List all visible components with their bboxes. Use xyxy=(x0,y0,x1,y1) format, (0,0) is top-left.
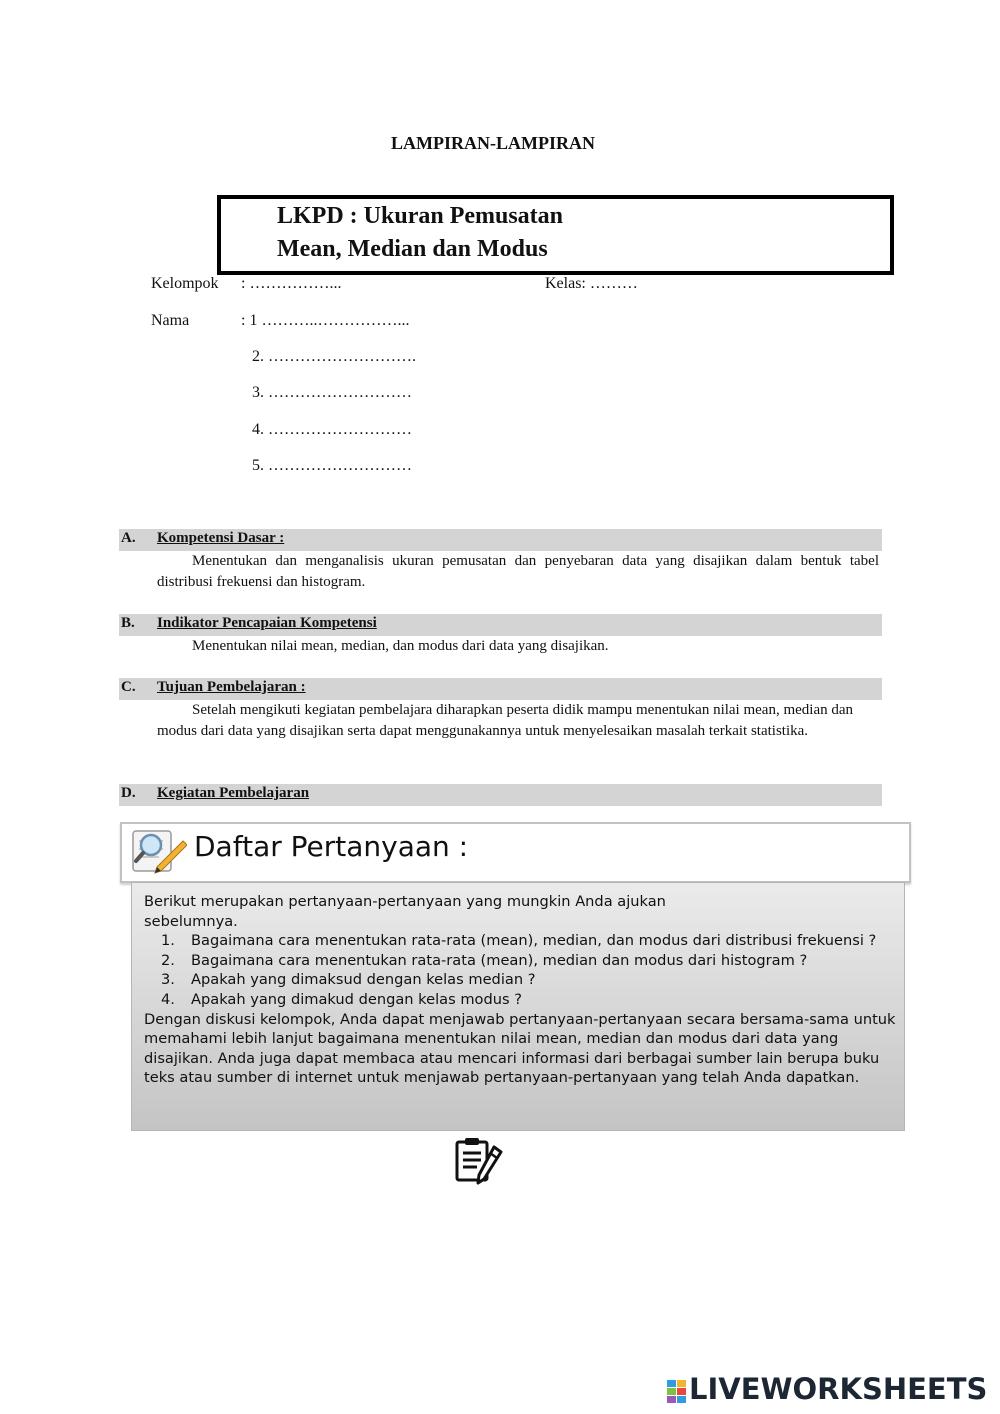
section-b-body: Menentukan nilai mean, median, dan modus dari data yang disajikan. xyxy=(192,638,609,654)
nama-field-2[interactable]: 2. ………………………. xyxy=(252,348,416,365)
clipboard-pencil-icon xyxy=(452,1135,504,1192)
question-text: Bagaimana cara menentukan rata-rata (mean), median dan modus dari histogram ? xyxy=(191,951,808,969)
question-text: Apakah yang dimakud dengan kelas modus ? xyxy=(191,990,522,1008)
liveworksheets-logo xyxy=(689,1372,987,1406)
kelas-field[interactable]: Kelas: ……… xyxy=(545,275,638,292)
question-item-4 xyxy=(144,990,896,1010)
daftar-pertanyaan-title: Daftar Pertanyaan : xyxy=(194,830,469,863)
question-text: Bagaimana cara menentukan rata-rata (mean), median, dan modus dari distribusi frekuensi ? xyxy=(191,932,877,950)
section-a-header xyxy=(119,529,882,551)
question-number: 2. xyxy=(161,951,175,969)
lkpd-title-box xyxy=(217,195,894,275)
section-d-letter: D. xyxy=(121,785,136,801)
liveworksheets-logo-icon xyxy=(667,1377,687,1411)
question-item-1 xyxy=(144,931,896,951)
nama-field-5[interactable]: 5. ……………………… xyxy=(252,457,412,474)
daftar-closing: Dengan diskusi kelompok, Anda dapat menjawab pertanyaan-pertanyaan secara bersama-sama untuk memahami lebih lanjut bagaimana menentukan nilai mean, median dan modus dari data yang disajikan. Anda juga dapat membaca atau mencari informasi dari berbagai sumber lain berupa buku teks atau sumber di internet untuk menjawab pertanyaan-pertanyaan yang telah Anda dapatkan. xyxy=(144,1010,896,1087)
question-item-3 xyxy=(144,970,896,990)
section-b-header xyxy=(119,614,882,636)
liveworksheets-logo-text: LIVEWORKSHEETS xyxy=(689,1372,988,1406)
nama-label: Nama xyxy=(151,312,190,329)
page-title: LAMPIRAN-LAMPIRAN xyxy=(391,133,595,153)
daftar-pertanyaan-box xyxy=(131,882,905,1131)
kelompok-label: Kelompok xyxy=(151,275,219,292)
lkpd-title-line1: LKPD : Ukuran Pemusatan xyxy=(277,203,564,229)
section-c-title: Tujuan Pembelajaran : xyxy=(157,679,306,695)
section-a-body: Menentukan dan menganalisis ukuran pemusatan dan penyebaran data yang disajikan dalam bentuk tabel distribusi frekuensi dan histogram. xyxy=(157,553,879,590)
section-d-header xyxy=(119,784,882,806)
section-b-title: Indikator Pencapaian Kompetensi xyxy=(157,615,377,631)
nama-field-1[interactable]: : 1 ………..……………... xyxy=(241,312,410,329)
question-item-2 xyxy=(144,951,896,971)
section-a-letter: A. xyxy=(121,530,136,546)
question-number: 4. xyxy=(161,990,175,1008)
section-c-header xyxy=(119,678,882,700)
daftar-pertanyaan-header xyxy=(120,822,911,883)
nama-field-3[interactable]: 3. ……………………… xyxy=(252,384,412,401)
section-a-title: Kompetensi Dasar : xyxy=(157,530,285,546)
lkpd-title-line2: Mean, Median dan Modus xyxy=(277,236,548,262)
daftar-intro: Berikut merupakan pertanyaan-pertanyaan yang mungkin Anda ajukan sebelumnya. xyxy=(144,893,666,930)
section-c-letter: C. xyxy=(121,679,136,695)
nama-field-4[interactable]: 4. ……………………… xyxy=(252,421,412,438)
magnifier-pencil-icon xyxy=(131,827,187,880)
question-text: Apakah yang dimaksud dengan kelas median ? xyxy=(191,971,536,989)
kelompok-field[interactable]: : ……………... xyxy=(241,275,342,292)
section-d-title: Kegiatan Pembelajaran xyxy=(157,785,310,801)
question-list xyxy=(144,931,896,1009)
section-c-body: Setelah mengikuti kegiatan pembelajara diharapkan peserta didik mampu menentukan nilai mean, median dan modus dari data yang disajikan serta dapat menggunakannya untuk menyelesaikan masalah terkait statistika. xyxy=(157,702,854,739)
section-b-letter: B. xyxy=(121,615,135,631)
question-number: 3. xyxy=(161,971,175,989)
question-number: 1. xyxy=(161,932,175,950)
